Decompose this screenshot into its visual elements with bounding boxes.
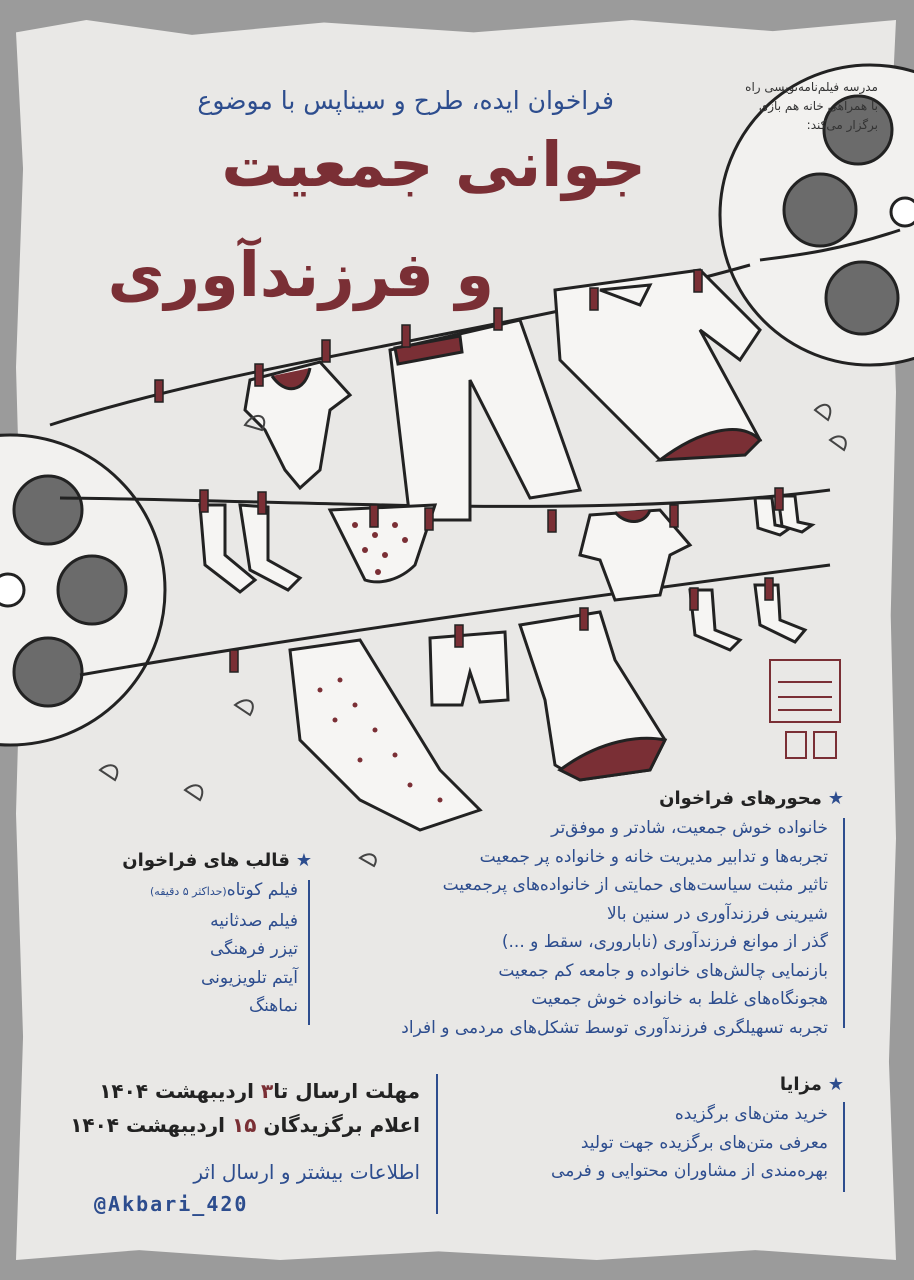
deadline-divider <box>436 1074 438 1214</box>
topics-title: ★محورهای فراخوان <box>659 788 844 809</box>
benefit-item: معرفی متن‌های برگزیده جهت تولید <box>580 1132 828 1153</box>
formats-section <box>122 850 312 871</box>
benefits-section <box>780 1074 844 1095</box>
topics-divider <box>843 818 845 1028</box>
topic-item: تجربه تسهیلگری فرزندآوری توسط تشکل‌های مردمی و افراد <box>401 1017 828 1038</box>
sock-right-4 <box>755 585 805 642</box>
formats-list <box>150 876 298 1021</box>
shorts <box>430 632 508 705</box>
more-info-text: اطلاعات بیشتر و ارسال اثر <box>193 1160 420 1184</box>
format-item: فیلم کوتاه(حداکثر ۵ دقیقه) <box>150 880 298 900</box>
film-reel-left <box>0 435 165 745</box>
benefits-list <box>551 1100 828 1186</box>
topic-item: بازنمایی چالش‌های خانواده و جامعه کم جمعیت <box>498 960 828 981</box>
star-icon: ★ <box>295 850 312 871</box>
partner-logos <box>786 732 836 758</box>
benefit-item: بهره‌مندی از مشاوران محتوایی و فرمی <box>551 1161 828 1181</box>
winners-announcement: اعلام برگزیدگان ۱۵ اردیبهشت ۱۴۰۴ <box>70 1113 420 1137</box>
contact-handle[interactable]: @Akbari_420 <box>94 1192 249 1216</box>
format-item: نماهنگ <box>248 996 298 1016</box>
format-item: آیتم تلویزیونی <box>201 967 298 988</box>
format-item: تیزر فرهنگی <box>209 939 298 959</box>
formats-title: ★قالب های فراخوان <box>122 850 312 871</box>
submission-deadline: مهلت ارسال تا۳ اردیبهشت ۱۴۰۴ <box>99 1079 420 1103</box>
format-item: فیلم صدثانیه <box>210 910 298 931</box>
topics-section <box>659 788 844 809</box>
organizer-note: مدرسه فیلم‌نامه‌نویسی راه با همراهی خانه هم بازی برگزار می‌کند: <box>745 80 878 132</box>
topics-list <box>401 814 828 1042</box>
title-line-1: جوانی جمعیت <box>221 128 646 201</box>
benefits-divider <box>843 1102 845 1192</box>
deadline-info <box>70 1074 420 1142</box>
title-line-2: و فرزندآوری <box>107 238 494 311</box>
topic-item: گذر از موانع فرزندآوری (ناباروری، سقط و ...) <box>501 932 828 952</box>
school-logo <box>770 660 840 722</box>
call-heading: فراخوان ایده، طرح و سیناپس با موضوع <box>197 86 614 115</box>
star-icon: ★ <box>827 1074 844 1095</box>
topic-item: تاثیر مثبت سیاست‌های حمایتی از خانواده‌های پرجمعیت <box>442 875 828 895</box>
underwear-dotted <box>330 505 435 582</box>
topic-item: هجونگاه‌های غلط به خانواده خوش جمعیت <box>531 989 828 1009</box>
topic-item: تجربه‌ها و تدابیر مدیریت خانه و خانواده پر جمعیت <box>479 846 828 867</box>
topic-item: شیرینی فرزندآوری در سنین بالا <box>606 903 828 924</box>
benefits-title: ★مزایا <box>779 1074 844 1095</box>
formats-divider <box>308 880 310 1025</box>
benefit-item: خرید متن‌های برگزیده <box>674 1104 828 1124</box>
star-icon: ★ <box>827 788 844 809</box>
topic-item: خانواده خوش جمعیت، شادتر و موفق‌تر <box>551 818 828 838</box>
